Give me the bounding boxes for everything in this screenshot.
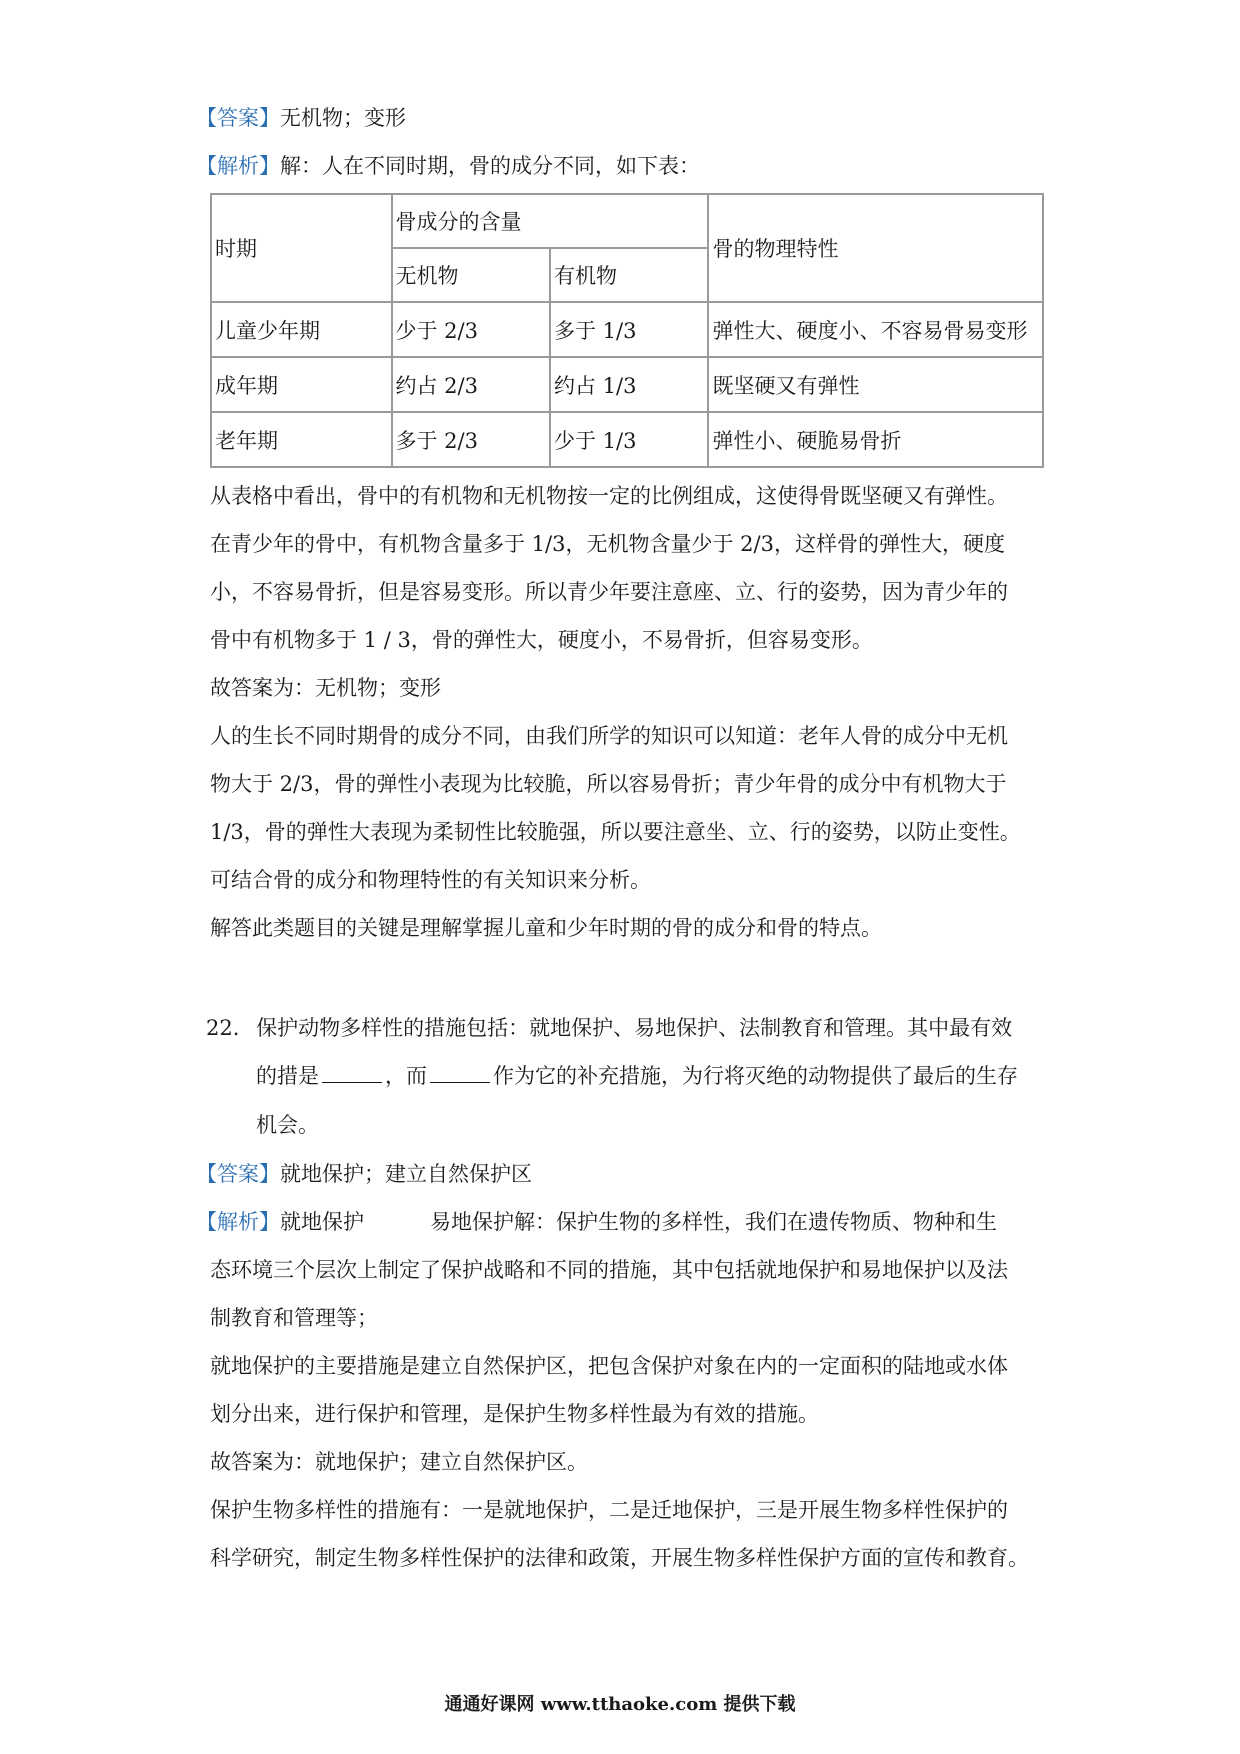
q21-analysis-line xyxy=(196,151,700,181)
analysis-tag: 【解析】 xyxy=(196,154,280,178)
paragraph-line: 物大于 2/3，骨的弹性小表现为比较脆，所以容易骨折；青少年骨的成分中有机物大于 xyxy=(210,772,1007,796)
question-stem: 保护动物多样性的措施包括：就地保护、易地保护、法制教育和管理。其中最有效 xyxy=(256,1016,1013,1040)
question-22-line2 xyxy=(256,1061,1018,1091)
paragraph-line: 态环境三个层次上制定了保护战略和不同的措施，其中包括就地保护和易地保护以及法 xyxy=(210,1258,1008,1282)
answer-text: 就地保护；建立自然保护区 xyxy=(280,1162,532,1186)
analysis-tag: 【解析】 xyxy=(196,1210,280,1234)
paragraph-line: 就地保护的主要措施是建立自然保护区，把包含保护对象在内的一定面积的陆地或水体 xyxy=(210,1354,1008,1378)
page-footer: 通通好课网 www.tthaoke.com 提供下载 xyxy=(444,1694,796,1715)
table-row xyxy=(211,357,1043,412)
cell-property: 既坚硬又有弹性 xyxy=(708,357,1043,412)
question-22-line1 xyxy=(206,1013,1012,1043)
analysis-word: 易地保护 xyxy=(430,1210,514,1234)
question-22-line3: 机会。 xyxy=(256,1113,319,1137)
answer-tag: 【答案】 xyxy=(196,1162,280,1186)
answer-text: 无机物；变形 xyxy=(280,106,406,130)
q22-answer-line xyxy=(196,1159,532,1189)
conclusion-line: 故答案为：就地保护；建立自然保护区。 xyxy=(210,1450,588,1474)
cell-property: 弹性小、硬脆易骨折 xyxy=(708,412,1043,467)
paragraph-line: 1/3，骨的弹性大表现为柔韧性比较脆强，所以要注意坐、立、行的姿势，以防止变性。 xyxy=(210,820,1021,844)
question-number: 22. xyxy=(206,1016,240,1040)
table-row xyxy=(211,412,1043,467)
conclusion-line: 故答案为：无机物；变形 xyxy=(210,676,441,700)
key-point-line: 解答此类题目的关键是理解掌握儿童和少年时期的骨的成分和骨的特点。 xyxy=(210,916,882,940)
answer-tag: 【答案】 xyxy=(196,106,280,130)
cell-period: 儿童少年期 xyxy=(211,302,392,357)
header-organic: 有机物 xyxy=(550,248,708,302)
stem-fragment: 的措是 xyxy=(256,1064,319,1088)
cell-organic: 约占 1/3 xyxy=(550,357,708,412)
paragraph-line: 划分出来，进行保护和管理，是保护生物多样性最为有效的措施。 xyxy=(210,1402,819,1426)
paragraph-line: 保护生物多样性的措施有：一是就地保护，二是迁地保护，三是开展生物多样性保护的 xyxy=(210,1498,1008,1522)
q21-answer-line xyxy=(196,103,406,133)
cell-inorganic: 多于 2/3 xyxy=(392,412,550,467)
analysis-word: 就地保护 xyxy=(280,1210,364,1234)
paragraph-line: 可结合骨的成分和物理特性的有关知识来分析。 xyxy=(210,868,651,892)
paragraph-line: 从表格中看出，骨中的有机物和无机物按一定的比例组成，这使得骨既坚硬又有弹性。 xyxy=(210,484,1008,508)
cell-property: 弹性大、硬度小、不容易骨易变形 xyxy=(708,302,1043,357)
paragraph-line: 人的生长不同时期骨的成分不同，由我们所学的知识可以知道：老年人骨的成分中无机 xyxy=(210,724,1008,748)
header-property: 骨的物理特性 xyxy=(708,194,1043,302)
answer-blank-1[interactable] xyxy=(322,1062,382,1083)
paragraph-line: 骨中有机物多于 1 / 3，骨的弹性大，硬度小，不易骨折，但容易变形。 xyxy=(210,628,873,652)
cell-period: 老年期 xyxy=(211,412,392,467)
q22-analysis-line xyxy=(196,1207,997,1237)
header-period: 时期 xyxy=(211,194,392,302)
answer-blank-2[interactable] xyxy=(430,1062,490,1083)
cell-inorganic: 约占 2/3 xyxy=(392,357,550,412)
cell-organic: 少于 1/3 xyxy=(550,412,708,467)
cell-inorganic: 少于 2/3 xyxy=(392,302,550,357)
stem-fragment: 作为它的补充措施，为行将灭绝的动物提供了最后的生存 xyxy=(493,1064,1018,1088)
analysis-text: 解：保护生物的多样性，我们在遗传物质、物种和生 xyxy=(514,1210,997,1234)
paragraph-line: 在青少年的骨中，有机物含量多于 1/3，无机物含量少于 2/3，这样骨的弹性大，硬度 xyxy=(210,532,1005,556)
paragraph-line: 制教育和管理等； xyxy=(210,1306,378,1330)
table-row xyxy=(211,302,1043,357)
bone-composition-table xyxy=(210,193,1044,468)
stem-fragment: ，而 xyxy=(385,1064,427,1088)
cell-period: 成年期 xyxy=(211,357,392,412)
paragraph-line: 小，不容易骨折，但是容易变形。所以青少年要注意座、立、行的姿势，因为青少年的 xyxy=(210,580,1008,604)
header-content: 骨成分的含量 xyxy=(392,194,709,248)
header-inorganic: 无机物 xyxy=(392,248,550,302)
paragraph-line: 科学研究，制定生物多样性保护的法律和政策，开展生物多样性保护方面的宣传和教育。 xyxy=(210,1546,1029,1570)
analysis-intro: 解：人在不同时期，骨的成分不同，如下表： xyxy=(280,154,700,178)
cell-organic: 多于 1/3 xyxy=(550,302,708,357)
